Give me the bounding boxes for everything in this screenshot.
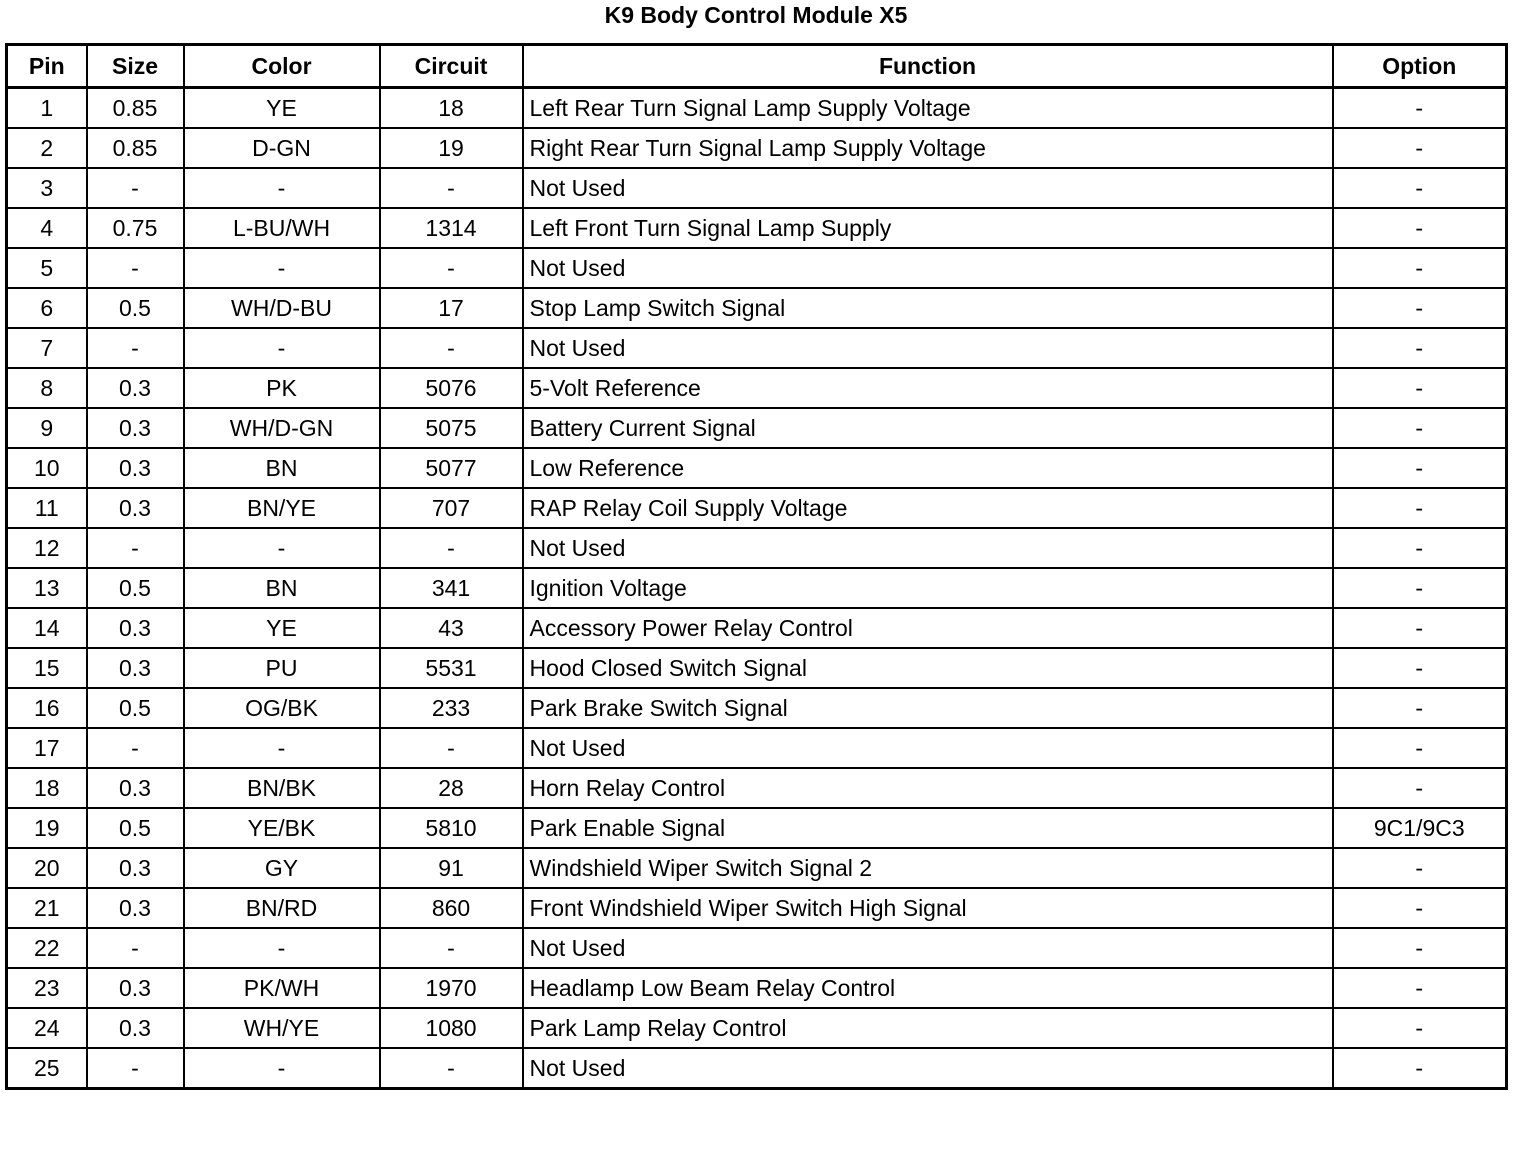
table-row — [7, 128, 1507, 168]
option-cell: 9C1/9C3 — [1333, 808, 1507, 848]
color-cell: L-BU/WH — [184, 208, 380, 248]
size-cell: 0.5 — [87, 568, 184, 608]
color-cell: OG/BK — [184, 688, 380, 728]
size-cell: 0.75 — [87, 208, 184, 248]
option-cell: - — [1333, 968, 1507, 1008]
column-header-option: Option — [1333, 45, 1507, 88]
pin-cell: 13 — [7, 568, 87, 608]
circuit-cell: - — [380, 528, 523, 568]
table-row — [7, 608, 1507, 648]
circuit-cell: - — [380, 328, 523, 368]
pin-cell: 16 — [7, 688, 87, 728]
table-row — [7, 448, 1507, 488]
function-cell: Not Used — [523, 728, 1333, 768]
column-header-function: Function — [523, 45, 1333, 88]
pin-cell: 19 — [7, 808, 87, 848]
function-cell: Left Front Turn Signal Lamp Supply — [523, 208, 1333, 248]
function-cell: Not Used — [523, 1048, 1333, 1089]
size-cell: 0.5 — [87, 688, 184, 728]
size-cell: 0.3 — [87, 1008, 184, 1048]
circuit-cell: 233 — [380, 688, 523, 728]
function-cell: Horn Relay Control — [523, 768, 1333, 808]
table-row — [7, 808, 1507, 848]
table-row — [7, 1048, 1507, 1089]
size-cell: 0.3 — [87, 648, 184, 688]
color-cell: WH/D-BU — [184, 288, 380, 328]
function-cell: Park Lamp Relay Control — [523, 1008, 1333, 1048]
function-cell: Low Reference — [523, 448, 1333, 488]
pin-cell: 18 — [7, 768, 87, 808]
size-cell: 0.5 — [87, 808, 184, 848]
option-cell: - — [1333, 488, 1507, 528]
circuit-cell: 1314 — [380, 208, 523, 248]
color-cell: PU — [184, 648, 380, 688]
color-cell: - — [184, 248, 380, 288]
column-header-size: Size — [87, 45, 184, 88]
size-cell: 0.3 — [87, 368, 184, 408]
function-cell: Stop Lamp Switch Signal — [523, 288, 1333, 328]
color-cell: BN/RD — [184, 888, 380, 928]
color-cell: YE/BK — [184, 808, 380, 848]
function-cell: Hood Closed Switch Signal — [523, 648, 1333, 688]
option-cell: - — [1333, 848, 1507, 888]
table-row — [7, 368, 1507, 408]
function-cell: Park Brake Switch Signal — [523, 688, 1333, 728]
circuit-cell: 341 — [380, 568, 523, 608]
option-cell: - — [1333, 648, 1507, 688]
circuit-cell: 707 — [380, 488, 523, 528]
table-row — [7, 768, 1507, 808]
option-cell: - — [1333, 448, 1507, 488]
size-cell: 0.3 — [87, 448, 184, 488]
table-row — [7, 208, 1507, 248]
circuit-cell: 5075 — [380, 408, 523, 448]
pin-cell: 6 — [7, 288, 87, 328]
function-cell: Not Used — [523, 328, 1333, 368]
circuit-cell: 5810 — [380, 808, 523, 848]
option-cell: - — [1333, 728, 1507, 768]
function-cell: Windshield Wiper Switch Signal 2 — [523, 848, 1333, 888]
option-cell: - — [1333, 768, 1507, 808]
circuit-cell: - — [380, 168, 523, 208]
table-row — [7, 888, 1507, 928]
color-cell: PK/WH — [184, 968, 380, 1008]
circuit-cell: 91 — [380, 848, 523, 888]
function-cell: Not Used — [523, 928, 1333, 968]
table-row — [7, 648, 1507, 688]
option-cell: - — [1333, 608, 1507, 648]
circuit-cell: 5077 — [380, 448, 523, 488]
size-cell: 0.3 — [87, 888, 184, 928]
connector-pinout-table — [5, 43, 1508, 1090]
size-cell: 0.3 — [87, 408, 184, 448]
function-cell: Not Used — [523, 248, 1333, 288]
option-cell: - — [1333, 168, 1507, 208]
function-cell: Right Rear Turn Signal Lamp Supply Voltage — [523, 128, 1333, 168]
size-cell: - — [87, 328, 184, 368]
circuit-cell: 5531 — [380, 648, 523, 688]
function-cell: Battery Current Signal — [523, 408, 1333, 448]
color-cell: BN — [184, 448, 380, 488]
option-cell: - — [1333, 528, 1507, 568]
color-cell: - — [184, 328, 380, 368]
circuit-cell: 860 — [380, 888, 523, 928]
column-header-pin: Pin — [7, 45, 87, 88]
pin-cell: 24 — [7, 1008, 87, 1048]
circuit-cell: - — [380, 1048, 523, 1089]
table-row — [7, 688, 1507, 728]
circuit-cell: 18 — [380, 88, 523, 129]
option-cell: - — [1333, 688, 1507, 728]
option-cell: - — [1333, 208, 1507, 248]
pin-cell: 1 — [7, 88, 87, 129]
pin-cell: 8 — [7, 368, 87, 408]
color-cell: BN — [184, 568, 380, 608]
option-cell: - — [1333, 888, 1507, 928]
color-cell: - — [184, 1048, 380, 1089]
pin-cell: 20 — [7, 848, 87, 888]
circuit-cell: 1080 — [380, 1008, 523, 1048]
table-row — [7, 488, 1507, 528]
circuit-cell: 5076 — [380, 368, 523, 408]
table-row — [7, 968, 1507, 1008]
function-cell: Headlamp Low Beam Relay Control — [523, 968, 1333, 1008]
size-cell: 0.3 — [87, 968, 184, 1008]
table-row — [7, 728, 1507, 768]
function-cell: Park Enable Signal — [523, 808, 1333, 848]
table-row — [7, 288, 1507, 328]
pin-cell: 15 — [7, 648, 87, 688]
circuit-cell: 1970 — [380, 968, 523, 1008]
table-title: K9 Body Control Module X5 — [604, 2, 908, 28]
table-row — [7, 408, 1507, 448]
circuit-cell: 17 — [380, 288, 523, 328]
size-cell: 0.85 — [87, 128, 184, 168]
circuit-cell: - — [380, 248, 523, 288]
pin-cell: 17 — [7, 728, 87, 768]
pin-cell: 10 — [7, 448, 87, 488]
color-cell: BN/YE — [184, 488, 380, 528]
pin-cell: 3 — [7, 168, 87, 208]
pin-cell: 4 — [7, 208, 87, 248]
color-cell: WH/D-GN — [184, 408, 380, 448]
size-cell: - — [87, 928, 184, 968]
pin-cell: 25 — [7, 1048, 87, 1089]
pin-cell: 21 — [7, 888, 87, 928]
option-cell: - — [1333, 128, 1507, 168]
pin-cell: 14 — [7, 608, 87, 648]
function-cell: Accessory Power Relay Control — [523, 608, 1333, 648]
color-cell: - — [184, 928, 380, 968]
header-row — [7, 45, 1507, 88]
option-cell: - — [1333, 88, 1507, 129]
pin-cell: 2 — [7, 128, 87, 168]
pin-cell: 23 — [7, 968, 87, 1008]
option-cell: - — [1333, 248, 1507, 288]
option-cell: - — [1333, 1008, 1507, 1048]
option-cell: - — [1333, 928, 1507, 968]
table-row — [7, 528, 1507, 568]
function-cell: Ignition Voltage — [523, 568, 1333, 608]
pin-cell: 9 — [7, 408, 87, 448]
color-cell: GY — [184, 848, 380, 888]
color-cell: D-GN — [184, 128, 380, 168]
pin-cell: 12 — [7, 528, 87, 568]
table-row — [7, 328, 1507, 368]
option-cell: - — [1333, 408, 1507, 448]
size-cell: 0.3 — [87, 768, 184, 808]
option-cell: - — [1333, 368, 1507, 408]
option-cell: - — [1333, 328, 1507, 368]
size-cell: - — [87, 1048, 184, 1089]
color-cell: - — [184, 528, 380, 568]
color-cell: - — [184, 728, 380, 768]
table-row — [7, 1008, 1507, 1048]
color-cell: WH/YE — [184, 1008, 380, 1048]
circuit-cell: 43 — [380, 608, 523, 648]
function-cell: Not Used — [523, 168, 1333, 208]
table-body — [7, 88, 1507, 1089]
table-row — [7, 88, 1507, 129]
size-cell: - — [87, 528, 184, 568]
column-header-circuit: Circuit — [380, 45, 523, 88]
table-row — [7, 848, 1507, 888]
function-cell: Front Windshield Wiper Switch High Signal — [523, 888, 1333, 928]
pin-cell: 5 — [7, 248, 87, 288]
function-cell: 5-Volt Reference — [523, 368, 1333, 408]
table-row — [7, 168, 1507, 208]
color-cell: - — [184, 168, 380, 208]
pin-cell: 7 — [7, 328, 87, 368]
option-cell: - — [1333, 288, 1507, 328]
function-cell: Not Used — [523, 528, 1333, 568]
size-cell: - — [87, 168, 184, 208]
column-header-color: Color — [184, 45, 380, 88]
color-cell: YE — [184, 608, 380, 648]
size-cell: - — [87, 728, 184, 768]
option-cell: - — [1333, 568, 1507, 608]
function-cell: Left Rear Turn Signal Lamp Supply Voltage — [523, 88, 1333, 129]
table-row — [7, 928, 1507, 968]
pin-cell: 22 — [7, 928, 87, 968]
table-row — [7, 568, 1507, 608]
color-cell: PK — [184, 368, 380, 408]
circuit-cell: 28 — [380, 768, 523, 808]
circuit-cell: - — [380, 928, 523, 968]
function-cell: RAP Relay Coil Supply Voltage — [523, 488, 1333, 528]
size-cell: 0.3 — [87, 488, 184, 528]
circuit-cell: - — [380, 728, 523, 768]
color-cell: YE — [184, 88, 380, 129]
size-cell: 0.5 — [87, 288, 184, 328]
size-cell: 0.3 — [87, 848, 184, 888]
size-cell: 0.3 — [87, 608, 184, 648]
pin-cell: 11 — [7, 488, 87, 528]
option-cell: - — [1333, 1048, 1507, 1089]
table-row — [7, 248, 1507, 288]
color-cell: BN/BK — [184, 768, 380, 808]
circuit-cell: 19 — [380, 128, 523, 168]
size-cell: - — [87, 248, 184, 288]
size-cell: 0.85 — [87, 88, 184, 129]
